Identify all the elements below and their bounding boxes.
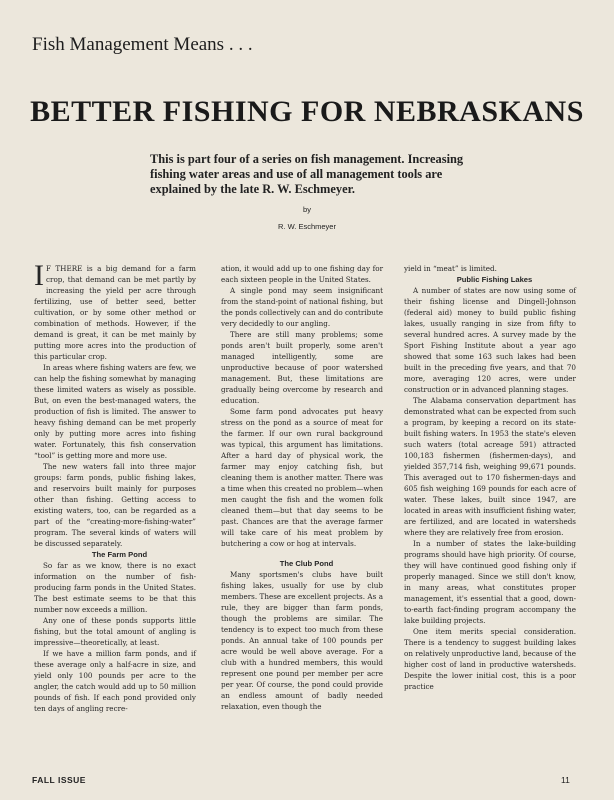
paragraph: Some farm pond advocates put heavy stress on the pond as a source of meat for the farmer. If our own rural background was typical, this argument has limitations. After a hard day of physical work, the farmer may enjoy catching fish, but cleaning them is another matter. There was a time when this created no problem—when men caught the fish and the women folk cleaned them—but that day seems to be past. Chances are that the average farmer will take care of his meat problem by butchering a cow or hog at intervals. [221, 407, 383, 548]
article-deck: This is part four of a series on fish management. Increasing fishing water areas and use of all management tools are explained by the late R. W. Eschmeyer. [150, 152, 464, 196]
paragraph: Any one of these ponds supports little fishing, but the total amount of angling is impressive—theoretically, at least. [34, 616, 196, 647]
page-number: 11 [561, 775, 570, 785]
paragraph: There are still many problems; some ponds aren't built properly, some aren't managed intelligently, some are unproductive because of poor watershed management. But, these limitations are gradually being overcome by research and education. [221, 330, 383, 405]
paragraph: In areas where fishing waters are few, we can help the fishing somewhat by managing these limited waters as wisely as possible. But, on even the best-managed waters, the production of fish is limited. The answer to heavy fishing demand can be met properly only by putting more acres into fishing water. Fortunately, this fish conservation “tool” is getting more and more use. [34, 363, 196, 460]
byline-author: R. W. Eschmeyer [278, 222, 336, 231]
paragraph [34, 259, 196, 362]
paragraph: One item merits special consideration. There is a tendency to suggest building lakes on relatively unproductive land, because of the higher cost of land in productive watersheds. Despite the lower initial cost, this is a poor practice [404, 627, 576, 691]
byline-by: by [303, 205, 311, 214]
paragraph: yield in “meat” is limited. [404, 264, 497, 273]
article-title: BETTER FISHING FOR NEBRASKANS [30, 95, 584, 128]
paragraph: A number of states are now using some of their fishing license and Dingell-Johnson (federal aid) money to build public fishing lakes, usually ranging in size from fifty to several hundred acres. A survey made by the Sport Fishing Institute about a year ago showed that some 163 such lakes had been built in the preceding five years, and that 70 more, averaging 120 acres, were under construction or in advanced planning stages. [404, 286, 576, 394]
paragraph: ation, it would add up to one fishing day for each sixteen people in the United States. [221, 264, 383, 284]
paragraph: The new waters fall into three major groups: farm ponds, public fishing lakes, and reservoirs built mainly for purposes other than fishing. Getting access to existing waters, too, can be regarded as a part of the “creating-more-fishing-water” program. The several kinds of waters will be discussed separately. [34, 462, 196, 548]
subhead-club-pond: The Club Pond [279, 559, 334, 568]
subhead-farm-pond: The Farm Pond [91, 550, 148, 559]
paragraph: In a number of states the lake-building programs should have high priority. Of course, they will have continued good fishing only if properly managed. Since we still don't know, in many areas, what constitutes proper management, it's essential that a good, down-to-earth fact-finding program accompany the lake building projects. [404, 539, 576, 625]
paragraph: Many sportsmen's clubs have built fishing lakes, usually for use by club members. These are excellent projects. As a rule, they are bigger than farm ponds, though the problems are similar. The tendency is to expect too much from these ponds. An annual take of 100 pounds per acre would be well above average. For a club with a hundred members, this would represent one pound per member per acre per year. Of course, the pond could provide an endless amount of badly needed relaxation, even though the [221, 570, 383, 711]
paragraph: The Alabama conservation department has demonstrated what can be expected from such a program, by keeping a record on its state-built fishing waters. In 1953 the state's eleven such waters (total acreage 591) attracted 100,183 fishermen (fishermen-days), and yielded 357,714 fish, weighing 99,671 pounds. This averaged out to 170 fishermen-days and 605 fish weighing 169 pounds for each acre of water. These lakes, built since 1947, are located in areas with insufficient fishing water, are fertilized, and are located in watersheds where they are relatively free from erosion. [404, 396, 576, 537]
drop-cap: I [34, 259, 44, 292]
paragraph: So far as we know, there is no exact information on the number of fish-producing farm ponds in the United States. The best estimate seems to be that this number now exceeds a million. [34, 561, 196, 614]
article-column-1 [34, 259, 196, 714]
subhead-public-lakes: Public Fishing Lakes [456, 275, 533, 284]
paragraph-text: F THERE is a big demand for a farm crop, that demand can be met partly by increasing the yield per acre through fertilizing, use of better seed, better cultivation, or by some other method or combination of methods. However, if the demand is great, it can be met mainly by putting more acres into the production of this particular crop. [34, 264, 196, 361]
article-column-2 [221, 263, 383, 712]
paragraph: If we have a million farm ponds, and if these average only a half-acre in size, and yield only 100 pounds per acre to the angler, the catch would add up to 50 million pounds of fish. If each pond provided only ten days of angling recre- [34, 649, 196, 713]
issue-label: FALL ISSUE [32, 775, 86, 785]
paragraph: A single pond may seem insignificant from the stand-point of national fishing, but the ponds collectively can and do contribute very decidedly to our angling. [221, 286, 383, 328]
section-kicker: Fish Management Means . . . [32, 34, 253, 55]
article-column-3 [404, 263, 576, 692]
